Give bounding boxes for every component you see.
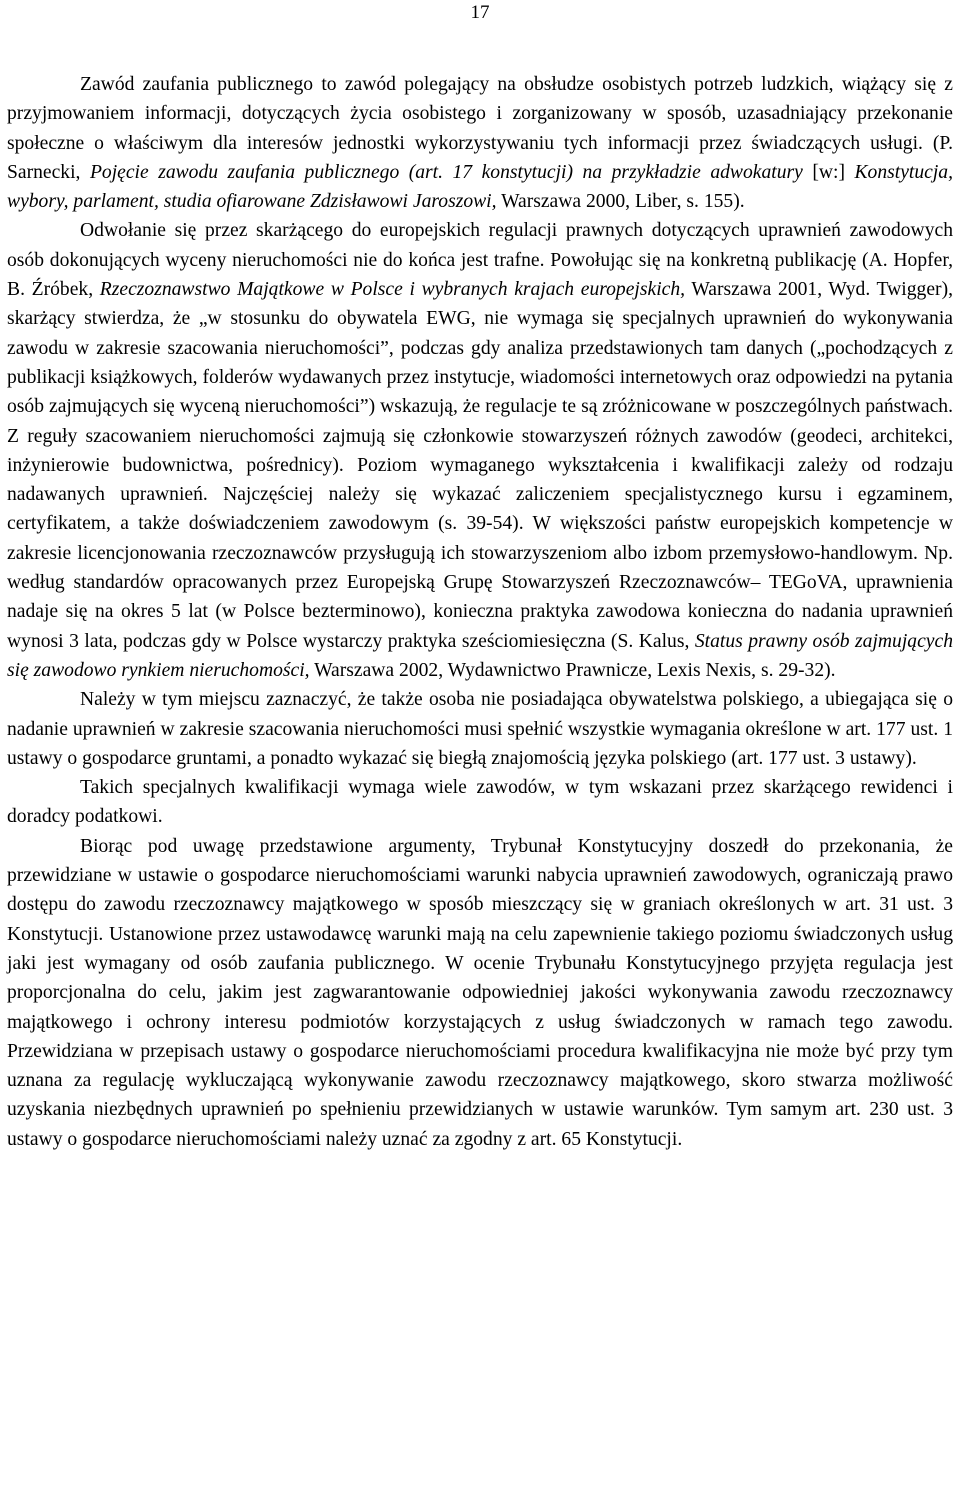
text-run: Zawód zaufania publicznego to zawód polegający na obsłudze osobistych potrzeb ludzkich, wiążący się z przyjmowaniem informacji, dotyczących życia osobistego i zorganizowany w sposób, uzasadniający przekonanie społeczne o właściwym dla interesów jednostki wykorzystywaniu tych informacji przez świadczących usługi. (P. Sarnecki, bbox=[7, 74, 953, 183]
paragraph bbox=[7, 773, 953, 832]
page-number: 17 bbox=[470, 2, 490, 23]
text-run: Biorąc pod uwagę przedstawione argumenty, Trybunał Konstytucyjny doszedł do przekonania, że przewidziane w ustawie o gospodarce nieruchomościami warunki nabycia uprawnień zawodowych, ograniczają prawo dostępu do zawodu rzeczoznawcy majątkowego w sposób mieszczący się w graniach określonych w art. 31 ust. 3 Konstytucji. Ustanowione przez ustawodawcę warunki mają na celu zapewnienie takiego poziomu świadczonych usług jaki jest wymagany od osób zaufania publicznego. W ocenie Trybunału Konstytucyjnego przyjęta regulacja jest proporcjonalna do celu, jakim jest zagwarantowanie odpowiedniej jakości wykonywania zawodu rzeczoznawcy majątkowego i ochrony interesu podmiotów korzystających z usług świadczonych w ramach tego zawodu. Przewidziana w przepisach ustawy o gospodarce nieruchomościami procedura kwalifikacyjna nie może być przy tym uznana za regulację wykluczającą wykonywanie zawodu rzeczoznawcy majątkowego, skoro stwarza możliwość uzyskania niezbędnych uprawnień po spełnieniu przewidzianych w ustawie warunków. Tym samym art. 230 ust. 3 ustawy o gospodarce nieruchomościami należy uznać za zgodny z art. 65 Konstytucji. bbox=[7, 835, 953, 1150]
body-text bbox=[7, 70, 953, 1154]
paragraph bbox=[7, 216, 953, 685]
paragraph bbox=[7, 70, 953, 216]
text-run: [w:] bbox=[802, 161, 855, 183]
text-run: Takich specjalnych kwalifikacji wymaga wiele zawodów, w tym wskazani przez skarżącego rewidenci i doradcy podatkowi. bbox=[7, 777, 953, 828]
text-run: Należy w tym miejscu zaznaczyć, że także osoba nie posiadająca obywatelstwa polskiego, a ubiegająca się o nadanie uprawnień w zakresie szacowania nieruchomości musi spełnić wszystkie wymagania określone w art. 177 ust. 1 ustawy o gospodarce gruntami, a ponadto wykazać się biegłą znajomością języka polskiego (art. 177 ust. 3 ustawy). bbox=[7, 689, 953, 769]
paragraph bbox=[7, 685, 953, 773]
text-run: Warszawa 2000, Liber, s. 155). bbox=[496, 191, 745, 213]
paragraph bbox=[7, 832, 953, 1154]
text-run-italic: Konstytucja, wybory, parlament, studia ofiarowane Zdzisławowi Jaroszowi, bbox=[7, 161, 953, 213]
text-run-italic: Pojęcie zawodu zaufania publicznego (art. 17 konstytucji) na przykładzie adwokatury bbox=[89, 161, 803, 183]
text-run: Odwołanie się przez skarżącego do europejskich regulacji prawnych dotyczących uprawnień zawodowych osób dokonujących wyceny nieruchomości nie do końca jest trafne. Powołując się na konkretną publikację (A. Hopfer, B. Źróbek, bbox=[7, 220, 953, 301]
text-run-italic: Status prawny osób zajmujących się zawodowo rynkiem nieruchomości, bbox=[7, 630, 953, 681]
text-run-italic: Rzeczoznawstwo Majątkowe w Polsce i wybranych krajach europejskich, bbox=[99, 279, 686, 301]
text-run: Warszawa 2002, Wydawnictwo Prawnicze, Lexis Nexis, s. 29-32). bbox=[309, 659, 836, 681]
text-run: Warszawa 2001, Wyd. Twigger), skarżący stwierdza, że „w stosunku do obywatela EWG, nie wymaga się specjalnych uprawnień do wykonywania zawodu w zakresie szacowania nieruchomości”, podczas gdy analiza przedstawionych tam danych („pochodzących z publikacji książkowych, folderów wydawanych przez instytucje, wiadomości internetowych oraz odpowiedzi na pytania osób zajmujących się wyceną nieruchomości”) wskazują, że regulacje te są zróżnicowane w poszczególnych państwach. Z reguły szacowaniem nieruchomości zajmują się członkowie stowarzyszeń różnych zawodów (geodeci, architekci, inżynierowie budownictwa, pośrednicy). Poziom wymaganego wykształcenia i kwalifikacji zależy od rodzaju nadawanych uprawnień. Najczęściej należy się wykazać zaliczeniem specjalistycznego kursu i egzaminem, certyfikatem, a także doświadczeniem zawodowym (s. 39-54). W większości państw europejskich kompetencje w zakresie licencjonowania rzeczoznawców przysługują ich stowarzyszeniom albo izbom przemysłowo-handlowym. Np. według standardów opracowanych przez Europejską Grupę Stowarzyszeń Rzeczoznawców– TEGoVA, uprawnienia nadaje się na okres 5 lat (w Polsce bezterminowo), konieczna praktyka zawodowa konieczna do nadania uprawnień wynosi 3 lata, podczas gdy w Polsce wystarczy praktyka sześciomiesięczna (S. Kalus, bbox=[7, 279, 953, 652]
